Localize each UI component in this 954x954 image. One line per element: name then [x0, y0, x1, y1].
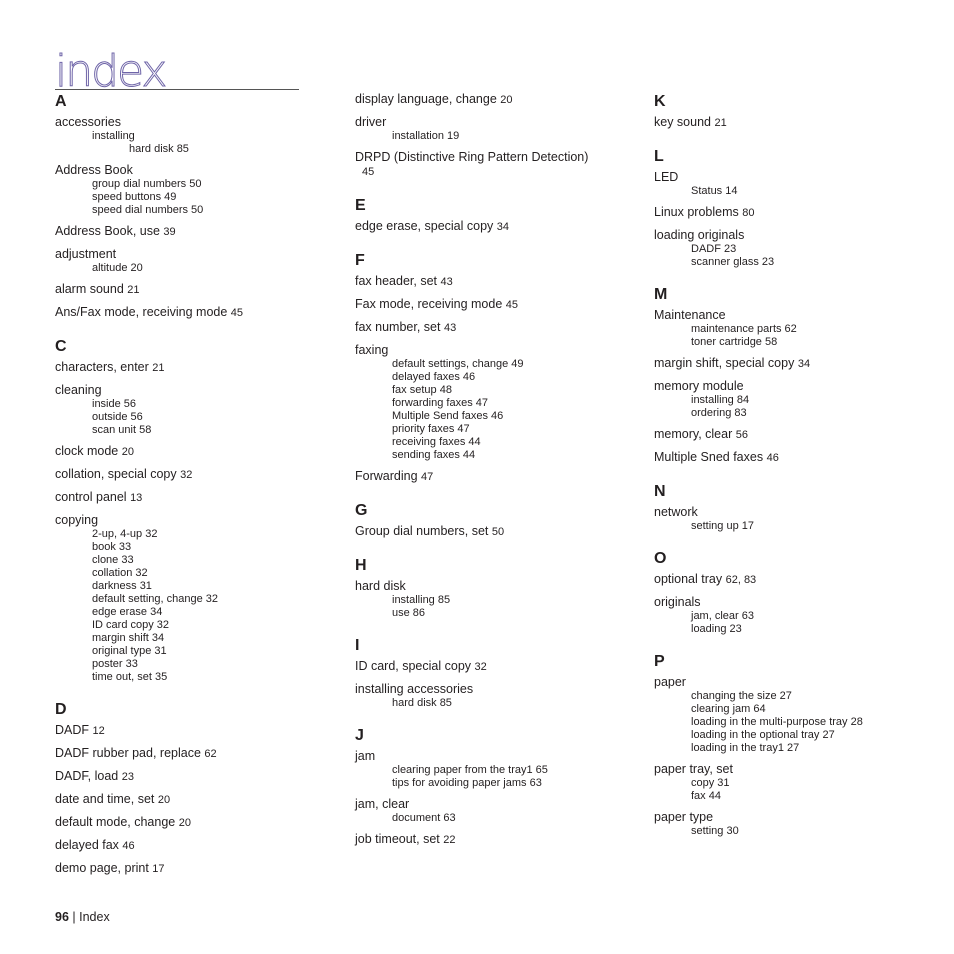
- index-term: [654, 675, 934, 690]
- index-term: [355, 682, 635, 697]
- index-entry: [654, 115, 934, 131]
- index-term: [55, 792, 335, 808]
- term-text: optional tray: [654, 572, 723, 586]
- subentry-list: [654, 185, 934, 198]
- index-section: [355, 726, 635, 848]
- section-letter: F: [355, 252, 365, 269]
- index-entry: [654, 356, 934, 372]
- index-term: [355, 115, 635, 130]
- page-reference: 47: [421, 471, 434, 483]
- index-section: [355, 501, 635, 540]
- term-text: originals: [654, 595, 701, 609]
- term-text: hard disk: [355, 579, 406, 593]
- index-subentry: ordering 83: [691, 407, 747, 419]
- term-text: DADF rubber pad, replace: [55, 746, 201, 760]
- index-entry: [55, 792, 335, 808]
- term-text: ID card, special copy: [355, 659, 472, 673]
- section-letter: A: [55, 93, 67, 110]
- index-section: [654, 147, 934, 269]
- index-term: [654, 170, 934, 185]
- index-subentry: original type 31: [92, 645, 167, 657]
- term-text: jam, clear: [355, 797, 410, 811]
- section-letter: M: [654, 286, 668, 303]
- page-reference: 43: [440, 276, 453, 288]
- index-term: [355, 297, 635, 313]
- footer-section: Index: [79, 910, 110, 924]
- index-subentry: outside 56: [92, 411, 143, 423]
- index-subentry: toner cartridge 58: [691, 336, 778, 348]
- term-text: characters, enter: [55, 360, 149, 374]
- index-entry: [55, 513, 335, 684]
- index-subentry: poster 33: [92, 658, 138, 670]
- section-letter: P: [654, 653, 665, 670]
- index-subentry: delayed faxes 46: [392, 371, 476, 383]
- page-reference: 34: [797, 358, 811, 370]
- term-text: fax number, set: [355, 320, 441, 334]
- term-text: Address Book: [55, 163, 133, 177]
- section-letter: G: [355, 502, 368, 519]
- index-entry: [55, 467, 335, 483]
- index-entry: [654, 505, 934, 533]
- index-subentry: receiving faxes 44: [392, 436, 481, 448]
- subentry-list: [355, 358, 635, 462]
- index-entry: [355, 682, 635, 710]
- index-term: [654, 115, 934, 131]
- term-text: Address Book, use: [55, 224, 160, 238]
- term-text: copying: [55, 513, 99, 527]
- index-term: [55, 163, 335, 178]
- index-subentry: ID card copy 32: [92, 619, 170, 631]
- index-term: [55, 838, 335, 854]
- index-subentry: altitude 20: [92, 262, 143, 274]
- term-text: memory, clear: [654, 427, 733, 441]
- index-subentry: loading in the multi-purpose tray 28: [691, 716, 863, 728]
- index-subentry: installing 84: [691, 394, 750, 406]
- page-reference: 34: [496, 221, 510, 233]
- index-entry: [55, 723, 335, 739]
- index-entry: [55, 815, 335, 831]
- section-letter: N: [654, 483, 666, 500]
- index-term: [355, 832, 635, 848]
- page-reference: 62, 83: [725, 574, 757, 586]
- index-entry: [55, 444, 335, 460]
- index-term: [55, 723, 335, 739]
- section-letter: H: [355, 557, 367, 574]
- page-reference: 45: [505, 299, 519, 311]
- index-subentry: fax 44: [691, 790, 721, 802]
- index-term: [654, 427, 934, 443]
- index-subentry: fax setup 48: [392, 384, 452, 396]
- section-letter: J: [355, 727, 364, 744]
- index-term: [55, 769, 335, 785]
- index-entry: [55, 861, 335, 877]
- term-text: job timeout, set: [355, 832, 440, 846]
- index-entry: [355, 579, 635, 620]
- index-term: [55, 815, 335, 831]
- index-entry: [55, 746, 335, 762]
- section-letter: K: [654, 93, 666, 110]
- subentry-list: [654, 323, 934, 349]
- index-subentry: loading in the optional tray 27: [691, 729, 835, 741]
- section-letter: E: [355, 197, 366, 214]
- index-entry: [55, 305, 335, 321]
- index-term: [55, 444, 335, 460]
- page-reference: 32: [474, 661, 487, 673]
- term-text: Multiple Sned faxes: [654, 450, 764, 464]
- section-letter: D: [55, 701, 67, 718]
- index-subentry: speed dial numbers 50: [92, 204, 204, 216]
- index-term: [55, 247, 335, 262]
- page-title: index: [55, 46, 166, 97]
- index-subentry: loading in the tray1 27: [691, 742, 800, 754]
- footer-separator: |: [68, 910, 80, 924]
- index-section: [654, 285, 934, 466]
- index-subentry: book 33: [92, 541, 132, 553]
- term-text: edge erase, special copy: [355, 219, 494, 233]
- index-subentry: darkness 31: [92, 580, 152, 592]
- index-entry: [355, 659, 635, 675]
- index-column-1: [55, 92, 335, 893]
- index-section: [654, 652, 934, 838]
- subentry-list: [654, 777, 934, 803]
- term-text: clock mode: [55, 444, 119, 458]
- index-subentry: forwarding faxes 47: [392, 397, 488, 409]
- page-reference: 12: [92, 725, 105, 737]
- index-subentry: collation 32: [92, 567, 148, 579]
- subentry-list-nested: [92, 143, 335, 156]
- term-text: control panel: [55, 490, 127, 504]
- index-entry: [654, 228, 934, 269]
- index-term: [355, 219, 635, 235]
- page-reference: 50: [491, 526, 505, 538]
- index-entry: [654, 379, 934, 420]
- page-reference: 21: [152, 362, 165, 374]
- index-term: [654, 572, 934, 588]
- term-text: paper: [654, 675, 686, 689]
- term-text: memory module: [654, 379, 744, 393]
- term-text: LED: [654, 170, 679, 184]
- index-entry: [355, 92, 635, 108]
- page-reference: 80: [742, 207, 755, 219]
- index-entry: [654, 595, 934, 636]
- index-section: [55, 337, 335, 684]
- term-text: DADF, load: [55, 769, 119, 783]
- index-entry: [55, 490, 335, 506]
- index-subentry: default setting, change 32: [92, 593, 218, 605]
- term-text: Ans/Fax mode, receiving mode: [55, 305, 228, 319]
- index-section: [355, 92, 635, 180]
- index-subentry: inside 56: [92, 398, 137, 410]
- index-term: [355, 343, 635, 358]
- subentry-list: [654, 394, 934, 420]
- index-section: [355, 636, 635, 710]
- term-text: loading originals: [654, 228, 745, 242]
- index-subentry: priority faxes 47: [392, 423, 470, 435]
- term-text: delayed fax: [55, 838, 119, 852]
- index-term: [55, 282, 335, 298]
- page-reference: 43: [443, 322, 457, 334]
- subentry-list: [55, 262, 335, 275]
- term-text: display language, change: [355, 92, 497, 106]
- subentry-list: [355, 764, 635, 790]
- index-entry: [355, 469, 635, 485]
- index-entry: [654, 205, 934, 221]
- index-entry: [55, 115, 335, 156]
- page-reference: 20: [500, 94, 513, 106]
- index-entry: [355, 297, 635, 313]
- index-term: [55, 305, 335, 321]
- index-entry: [654, 427, 934, 443]
- subentry-list: [355, 130, 635, 143]
- section-letter: C: [55, 338, 67, 355]
- index-subentry: time out, set 35: [92, 671, 168, 683]
- subentry-list: [355, 594, 635, 620]
- term-text: DADF: [55, 723, 90, 737]
- index-subentry: clearing jam 64: [691, 703, 766, 715]
- index-entry: [355, 797, 635, 825]
- index-entry: [355, 219, 635, 235]
- subentry-list: [55, 398, 335, 437]
- page-reference: 39: [163, 226, 176, 238]
- page-reference: 45: [362, 166, 375, 178]
- page-reference: 20: [121, 446, 134, 458]
- term-text: margin shift, special copy: [654, 356, 795, 370]
- index-term: [55, 224, 335, 240]
- index-subentry: DADF 23: [691, 243, 737, 255]
- index-subentry: sending faxes 44: [392, 449, 476, 461]
- index-term: [355, 274, 635, 290]
- section-letter: O: [654, 550, 667, 567]
- page-reference: 46: [766, 452, 779, 464]
- index-entry: [55, 163, 335, 217]
- index-subentry: 2-up, 4-up 32: [92, 528, 158, 540]
- index-term: [654, 308, 934, 323]
- index-term: [355, 150, 635, 180]
- index-entry: [654, 450, 934, 466]
- index-section: [654, 482, 934, 533]
- index-term: [654, 228, 934, 243]
- index-subentry: edge erase 34: [92, 606, 163, 618]
- index-section: [355, 556, 635, 620]
- index-subentry: installing 85: [392, 594, 451, 606]
- index-entry: [55, 383, 335, 437]
- term-text: paper type: [654, 810, 714, 824]
- index-term: [654, 595, 934, 610]
- subentry-list: [654, 825, 934, 838]
- term-text: faxing: [355, 343, 389, 357]
- index-subentry: hard disk 85: [392, 697, 452, 709]
- index-subentry: loading 23: [691, 623, 742, 635]
- term-text: Group dial numbers, set: [355, 524, 489, 538]
- term-text: Linux problems: [654, 205, 739, 219]
- section-letter: I: [355, 637, 360, 654]
- index-term: [55, 861, 335, 877]
- page-reference: 22: [443, 834, 456, 846]
- index-section: [355, 251, 635, 485]
- index-subentry: copy 31: [691, 777, 730, 789]
- term-text: alarm sound: [55, 282, 124, 296]
- index-subentry: Status 14: [691, 185, 738, 197]
- index-section: [55, 700, 335, 877]
- index-subentry: clearing paper from the tray1 65: [392, 764, 548, 776]
- index-term: [55, 467, 335, 483]
- index-subentry: tips for avoiding paper jams 63: [392, 777, 542, 789]
- index-term: [355, 797, 635, 812]
- index-subentry: scanner glass 23: [691, 256, 775, 268]
- term-text: adjustment: [55, 247, 117, 261]
- page-reference: 13: [130, 492, 143, 504]
- index-subentry: group dial numbers 50: [92, 178, 202, 190]
- term-text: installing accessories: [355, 682, 474, 696]
- term-text: DRPD (Distinctive Ring Pattern Detection): [355, 150, 589, 164]
- index-term: [55, 490, 335, 506]
- index-entry: [355, 150, 635, 180]
- index-subentry: setting 30: [691, 825, 739, 837]
- index-subentry-nested: hard disk 85: [129, 143, 189, 155]
- index-entry: [355, 115, 635, 143]
- page-reference: 45: [230, 307, 244, 319]
- index-subentry: margin shift 34: [92, 632, 165, 644]
- index-entry: [355, 524, 635, 540]
- index-section: [654, 549, 934, 636]
- page-reference: 62: [204, 748, 217, 760]
- index-column-3: [654, 92, 934, 854]
- term-text: demo page, print: [55, 861, 149, 875]
- index-term: [654, 810, 934, 825]
- term-text: date and time, set: [55, 792, 155, 806]
- term-text: jam: [355, 749, 376, 763]
- index-entry: [55, 247, 335, 275]
- page-reference: 20: [157, 794, 171, 806]
- section-letter: L: [654, 148, 664, 165]
- subentry-list: [55, 130, 335, 156]
- page-reference: 20: [178, 817, 191, 829]
- subentry-list: [654, 243, 934, 269]
- index-subentry: installing: [92, 130, 135, 142]
- index-term: [654, 505, 934, 520]
- index-term: [55, 513, 335, 528]
- page-reference: 17: [152, 863, 165, 875]
- index-entry: [654, 572, 934, 588]
- title-rule: [55, 89, 299, 90]
- page-reference: 23: [121, 771, 134, 783]
- index-section: [355, 196, 635, 235]
- term-text: Forwarding: [355, 469, 418, 483]
- index-entry: [55, 838, 335, 854]
- index-entry: [55, 282, 335, 298]
- index-entry: [654, 762, 934, 803]
- index-subentry: speed buttons 49: [92, 191, 177, 203]
- index-entry: [355, 343, 635, 462]
- page-number: 96: [55, 910, 69, 924]
- page-reference: 56: [735, 429, 748, 441]
- term-text: collation, special copy: [55, 467, 177, 481]
- term-text: fax header, set: [355, 274, 438, 288]
- index-entry: [654, 308, 934, 349]
- subentry-list: [55, 528, 335, 684]
- index-term: [355, 320, 635, 336]
- term-text: cleaning: [55, 383, 102, 397]
- page-reference: 32: [180, 469, 193, 481]
- index-subentry: setting up 17: [691, 520, 754, 532]
- term-text: accessories: [55, 115, 121, 129]
- index-subentry: clone 33: [92, 554, 134, 566]
- index-entry: [355, 274, 635, 290]
- index-subentry: use 86: [392, 607, 426, 619]
- index-column-2: [355, 92, 635, 864]
- index-entry: [55, 360, 335, 376]
- subentry-list: [654, 690, 934, 755]
- index-subentry: Multiple Send faxes 46: [392, 410, 504, 422]
- index-subentry: jam, clear 63: [691, 610, 754, 622]
- index-subentry: changing the size 27: [691, 690, 792, 702]
- index-subentry: default settings, change 49: [392, 358, 524, 370]
- term-text: Maintenance: [654, 308, 726, 322]
- subentry-list: [55, 178, 335, 217]
- subentry-list: [654, 610, 934, 636]
- index-term: [355, 749, 635, 764]
- index-term: [654, 205, 934, 221]
- page-reference: 21: [127, 284, 140, 296]
- index-term: [355, 469, 635, 485]
- index-subentry: installation 19: [392, 130, 460, 142]
- term-text: default mode, change: [55, 815, 176, 829]
- subentry-list: [654, 520, 934, 533]
- index-subentry: scan unit 58: [92, 424, 152, 436]
- index-term: [654, 762, 934, 777]
- index-subentry: document 63: [392, 812, 456, 824]
- index-entry: [355, 320, 635, 336]
- index-section: [55, 92, 335, 321]
- index-term: [55, 746, 335, 762]
- index-section: [654, 92, 934, 131]
- index-entry: [654, 810, 934, 838]
- index-term: [654, 379, 934, 394]
- index-term: [654, 450, 934, 466]
- index-term: [355, 579, 635, 594]
- index-entry: [355, 749, 635, 790]
- index-term: [55, 115, 335, 130]
- index-term: [55, 383, 335, 398]
- index-term: [355, 659, 635, 675]
- index-entry: [654, 675, 934, 755]
- index-entry: [355, 832, 635, 848]
- page-reference: 21: [714, 117, 727, 129]
- term-text: key sound: [654, 115, 711, 129]
- page-reference: 46: [122, 840, 135, 852]
- index-term: [355, 524, 635, 540]
- index-term: [55, 360, 335, 376]
- index-entry: [55, 224, 335, 240]
- page-footer: [55, 910, 110, 925]
- index-term: [654, 356, 934, 372]
- index-term: [355, 92, 635, 108]
- term-text: network: [654, 505, 698, 519]
- subentry-list: [355, 697, 635, 710]
- index-entry: [55, 769, 335, 785]
- index-entry: [654, 170, 934, 198]
- term-text: driver: [355, 115, 387, 129]
- subentry-list: [355, 812, 635, 825]
- term-text: Fax mode, receiving mode: [355, 297, 503, 311]
- term-text: paper tray, set: [654, 762, 733, 776]
- index-subentry: maintenance parts 62: [691, 323, 797, 335]
